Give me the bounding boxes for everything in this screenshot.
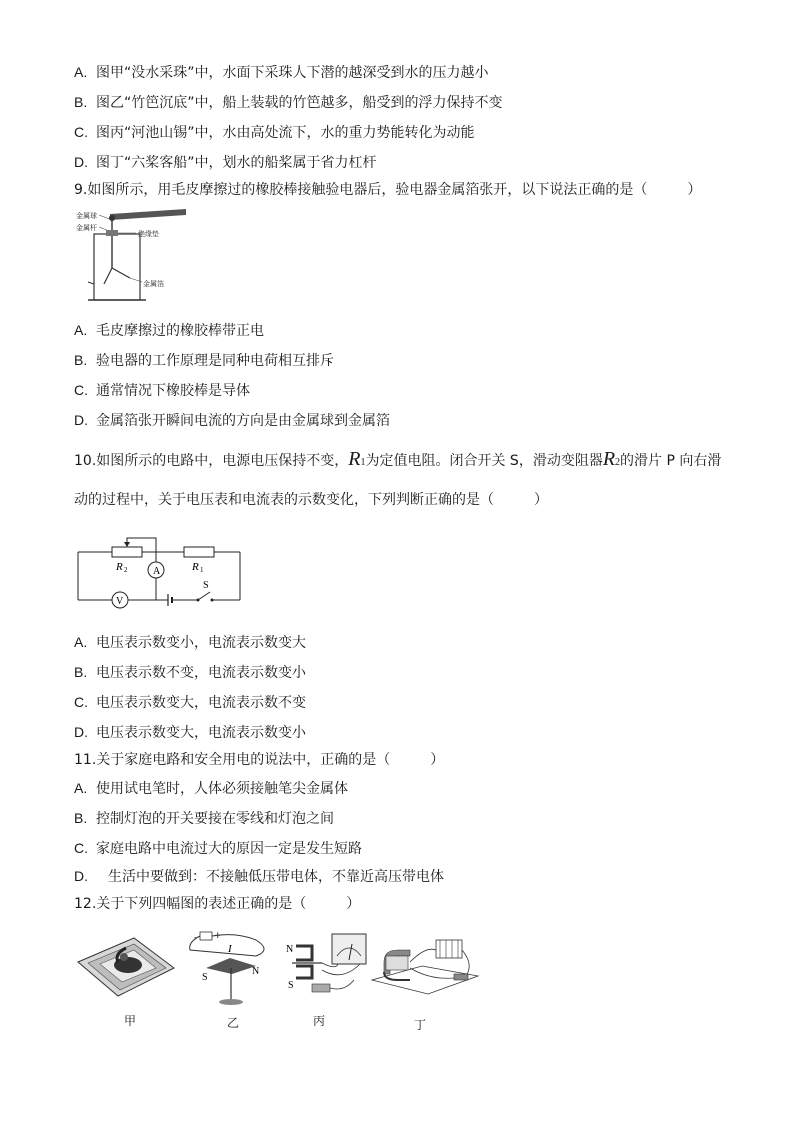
q8-option-c[interactable] [74, 122, 475, 143]
option-text: 图甲“没水采珠”中，水面下采珠人下潜的越深受到水的压力越小 [96, 65, 489, 81]
rubber-rod [110, 209, 186, 220]
option-text: 金属箔张开瞬间电流的方向是由金属球到金属箔 [96, 413, 390, 429]
caption-bing: 丙 [313, 1014, 326, 1028]
option-letter: D. [74, 724, 88, 740]
caption-yi: 乙 [227, 1016, 240, 1030]
label-magnet-s: S [288, 980, 294, 991]
foil-right [112, 268, 130, 278]
option-letter: C. [74, 382, 88, 398]
circuit-figure [74, 520, 244, 612]
option-letter: C. [74, 694, 88, 710]
q11-option-c[interactable] [74, 838, 362, 859]
r2-symbol: R [602, 448, 616, 470]
r1-label-sub: 1 [200, 566, 204, 574]
option-letter: D. [74, 868, 88, 884]
label-metal-foil: 金属箔 [143, 280, 164, 288]
option-letter: A. [74, 64, 88, 80]
option-letter: A. [74, 780, 88, 796]
q10-option-b[interactable] [74, 662, 306, 683]
q10-stem-close: ） [534, 492, 548, 508]
label-metal-rod: 金属杆 [76, 224, 97, 232]
r1-label: R [192, 561, 199, 573]
q9-option-a[interactable] [74, 320, 264, 341]
label-metal-ball: 金属球 [76, 212, 97, 220]
option-letter: B. [74, 94, 88, 110]
q8-option-a[interactable] [74, 62, 489, 83]
horseshoe-magnet [296, 946, 312, 978]
label-insulating-pad: 绝缘垫 [138, 230, 159, 238]
q11-stem [74, 750, 444, 770]
q11-stem-text: 11.关于家庭电路和安全用电的说法中，正确的是（ [74, 752, 391, 768]
q10-stem-part3: 的滑片 P 向右滑 [620, 453, 722, 469]
q11-option-d[interactable] [74, 866, 444, 887]
option-text: 电压表示数变大，电流表示数变小 [96, 725, 306, 741]
switch-s [198, 592, 210, 600]
q12-stem [74, 894, 360, 914]
caption-ding: 丁 [414, 1018, 427, 1032]
q11-option-a[interactable] [74, 778, 348, 799]
option-text: 电压表示数不变，电流表示数变小 [96, 665, 306, 681]
fig-bing-induction [282, 930, 378, 1006]
q9-option-c[interactable] [74, 380, 250, 401]
q9-stem-close: ） [687, 182, 702, 198]
slider-arrow [124, 542, 130, 547]
q11-option-b[interactable] [74, 808, 334, 829]
q12-stem-text: 12.关于下列四幅图的表述正确的是（ [74, 896, 307, 912]
fig-jia-compass [74, 932, 178, 1002]
foil-left [104, 268, 112, 284]
label-current: I [228, 943, 232, 955]
insulating-pad [106, 230, 118, 236]
option-text: 生活中要做到：不接触低压带电体，不靠近高压带电体 [108, 869, 444, 885]
option-text: 通常情况下橡胶棒是导体 [96, 383, 250, 399]
q8-option-b[interactable] [74, 92, 503, 113]
coil [386, 956, 408, 970]
option-letter: B. [74, 352, 88, 368]
option-letter: B. [74, 664, 88, 680]
r2-label-sub: 2 [124, 566, 128, 574]
jar [94, 234, 140, 300]
option-text: 电压表示数变大，电流表示数不变 [96, 695, 306, 711]
option-letter: C. [74, 840, 88, 856]
fig-yi-oersted [186, 928, 278, 1008]
option-letter: C. [74, 124, 88, 140]
switch-base [312, 984, 330, 992]
voltmeter-label: V [116, 596, 124, 607]
caption-jia: 甲 [124, 1014, 137, 1028]
resistor-r1 [184, 547, 214, 557]
option-text: 电压表示数变小，电流表示数变大 [96, 635, 306, 651]
option-text: 控制灯泡的开关要接在零线和灯泡之间 [96, 811, 334, 827]
q10-stem-line2-text: 动的过程中，关于电压表和电流表的示数变化，下列判断正确的是（ [74, 492, 494, 508]
option-letter: A. [74, 634, 88, 650]
r1-symbol: R [348, 448, 361, 470]
option-letter: D. [74, 154, 88, 170]
q10-stem-part2: 为定值电阻。闭合开关 S，滑动变阻器 [365, 453, 603, 469]
r2-label: R [116, 561, 123, 573]
q10-stem-line1 [74, 444, 721, 478]
q11-stem-close: ） [430, 752, 445, 768]
q10-option-d[interactable] [74, 722, 306, 743]
resistor-r2 [112, 547, 142, 557]
q9-option-d[interactable] [74, 410, 390, 431]
option-letter: B. [74, 810, 88, 826]
ammeter-label: A [153, 566, 161, 577]
q9-stem [74, 180, 701, 200]
label-plus: + [214, 931, 222, 941]
switch-label: S [203, 580, 209, 591]
q10-stem-line2 [74, 490, 548, 510]
option-text: 家庭电路中电流过大的原因一定是发生短路 [96, 841, 362, 857]
option-letter: A. [74, 322, 88, 338]
q9-option-b[interactable] [74, 350, 334, 371]
q9-stem-text: 9.如图所示，用毛皮摩擦过的橡胶棒接触验电器后，验电器金属箔张开，以下说法正确的是（ [74, 182, 648, 198]
q12-stem-close: ） [346, 896, 361, 912]
option-text: 图乙“竹笆沉底”中，船上装载的竹笆越多，船受到的浮力保持不变 [96, 95, 503, 111]
battery-icon [200, 932, 212, 940]
option-text: 图丙“河池山锡”中，水由高处流下，水的重力势能转化为动能 [96, 125, 475, 141]
label-magnet-n: N [286, 944, 294, 955]
option-text: 验电器的工作原理是同种电荷相互排斥 [96, 353, 334, 369]
label-needle-s: S [202, 972, 208, 983]
switch [454, 974, 468, 980]
r1-subscript: 1 [360, 457, 366, 468]
label-needle-n: N [252, 966, 260, 977]
option-letter: D. [74, 412, 88, 428]
electroscope-figure [74, 206, 194, 306]
option-text: 毛皮摩擦过的橡胶棒带正电 [96, 323, 264, 339]
q10-stem-part1: 10.如图所示的电路中，电源电压保持不变， [74, 453, 349, 469]
r2-subscript: 2 [615, 457, 621, 468]
q8-option-d[interactable] [74, 152, 377, 173]
q10-option-c[interactable] [74, 692, 306, 713]
fig-ding-motor [370, 936, 480, 1010]
q10-option-a[interactable] [74, 632, 306, 653]
option-text: 图丁“六桨客船”中，划水的船桨属于省力杠杆 [96, 155, 377, 171]
option-text: 使用试电笔时，人体必须接触笔尖金属体 [96, 781, 348, 797]
label-minus: - [194, 933, 198, 943]
